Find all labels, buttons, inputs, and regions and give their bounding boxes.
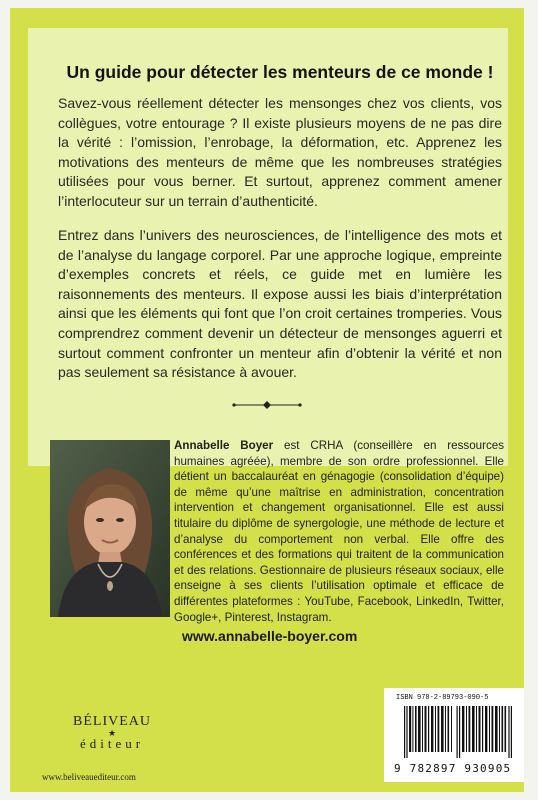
publisher-logo	[52, 714, 172, 752]
second-paragraph: Entrez dans l’univers des neurosciences, de l’intelligence des mots et de l’analyse du langage corporel. Par une approche logique, empreinte d’exemples concrets et réels, ce guide met en lumière les raisonnements des menteurs. Il expose aussi les biais d’interprétation ainsi que les éléments qui font que l’on croit certaines tromperies. Vous comprendrez comment devenir un détecteur de mensonges aguerri et surtout comment confronter un menteur afin d’obtenir la vérité et non pas seulement sa résistance à avouer.	[58, 227, 502, 381]
isbn-label: ISBN 978-2-89793-090-5	[396, 694, 489, 702]
star-icon: ★	[107, 728, 117, 738]
author-name: Annabelle Boyer	[174, 439, 274, 452]
publisher-name: BÉLIVEAU	[73, 714, 151, 729]
author-website[interactable]: www.annabelle-boyer.com	[182, 628, 358, 644]
ornament-divider	[232, 400, 302, 410]
author-bio	[174, 438, 504, 625]
publisher-subtitle: éditeur	[79, 736, 145, 751]
back-cover	[10, 8, 524, 792]
barcode	[404, 706, 512, 758]
barcode-digits: 9 782897 930905	[394, 762, 512, 775]
author-bio-text: est CRHA (conseillère en ressources humaines agréée), membre de son ordre professionnel. Elle détient un baccalauréat en génagogie (consolidation d’équipe) de même qu’une maîtrise en administration, concentration intervention et changement organisationnel. Elle est aussi titulaire du diplôme de synergologie, une méthode de lecture et d’analyse du comportement non verbal. Elle offre des conférences et des formations qui traitent de la communication et des relations. Gestionnaire de plusieurs réseaux sociaux, elle enseigne à ses clients l’utilisation optimale et efficace de différentes plateformes : YouTube, Facebook, LinkedIn, Twitter, Google+, Pinterest, Instagram.	[174, 439, 504, 624]
author-photo	[50, 440, 170, 617]
barcode-area	[384, 688, 524, 782]
intro-paragraph: Savez-vous réellement détecter les mensonges chez vos clients, vos collègues, votre entourage ? Il existe plusieurs moyens de ne pas dire la vérité : l’omission, l’enrobage, la déformation, etc. Apprenez les motivations des menteurs de même que les nombreuses stratégies utilisées pour vous berner. Et surtout, apprenez comment amener l’interlocuteur sur un terrain d’authenticité.	[58, 95, 502, 209]
headline: Un guide pour détecter les menteurs de ce monde !	[66, 62, 494, 82]
publisher-website[interactable]: www.beliveauediteur.com	[42, 772, 136, 782]
